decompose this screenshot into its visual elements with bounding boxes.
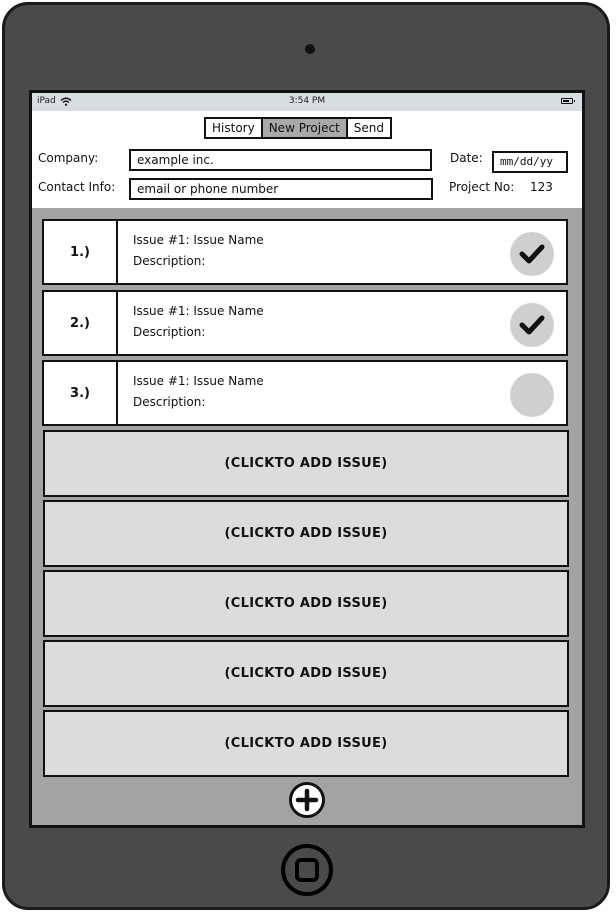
contact-input[interactable]: email or phone number: [129, 178, 433, 200]
date-label: Date:: [450, 151, 483, 165]
company-input[interactable]: example inc.: [129, 149, 432, 171]
tab-new-project[interactable]: New Project: [263, 119, 348, 137]
check-icon[interactable]: [510, 303, 554, 347]
issue-title: Issue #1: Issue Name: [133, 233, 264, 247]
home-button-icon[interactable]: [279, 842, 335, 898]
nav-segmented-control: [204, 117, 392, 139]
issue-number: 1.): [44, 221, 118, 283]
issue-row-1[interactable]: [42, 219, 568, 285]
issue-row-2[interactable]: [42, 290, 568, 356]
issue-row-3[interactable]: [42, 360, 568, 426]
add-issue-button[interactable]: (CLICKTO ADD ISSUE): [43, 570, 569, 637]
device-label: iPad: [37, 96, 56, 106]
issue-number: 2.): [44, 292, 118, 354]
status-time: 3:54 PM: [288, 96, 326, 106]
check-icon[interactable]: [510, 232, 554, 276]
screen: [29, 90, 585, 828]
issue-number: 3.): [44, 362, 118, 424]
add-issue-button[interactable]: (CLICKTO ADD ISSUE): [43, 640, 569, 707]
project-no-value: 123: [530, 180, 553, 194]
project-no-label: Project No:: [449, 180, 515, 194]
tab-history[interactable]: History: [206, 119, 263, 137]
issue-title: Issue #1: Issue Name: [133, 304, 264, 318]
plus-circle-icon[interactable]: [288, 781, 326, 819]
status-bar: [32, 93, 582, 111]
empty-circle-icon[interactable]: [510, 373, 554, 417]
issue-title: Issue #1: Issue Name: [133, 374, 264, 388]
issue-description: Description:: [133, 395, 206, 409]
battery-icon: [561, 98, 573, 104]
company-label: Company:: [38, 151, 99, 165]
issue-description: Description:: [133, 325, 206, 339]
add-issue-button[interactable]: (CLICKTO ADD ISSUE): [43, 710, 569, 777]
issue-description: Description:: [133, 254, 206, 268]
date-input[interactable]: mm/dd/yy: [492, 151, 568, 173]
add-issue-button[interactable]: (CLICKTO ADD ISSUE): [43, 430, 569, 497]
add-issue-button[interactable]: (CLICKTO ADD ISSUE): [43, 500, 569, 567]
tab-send[interactable]: Send: [348, 119, 390, 137]
project-header: [32, 111, 582, 208]
camera-icon: [305, 44, 315, 54]
issue-list: [32, 208, 582, 828]
contact-label: Contact Info:: [38, 180, 116, 194]
